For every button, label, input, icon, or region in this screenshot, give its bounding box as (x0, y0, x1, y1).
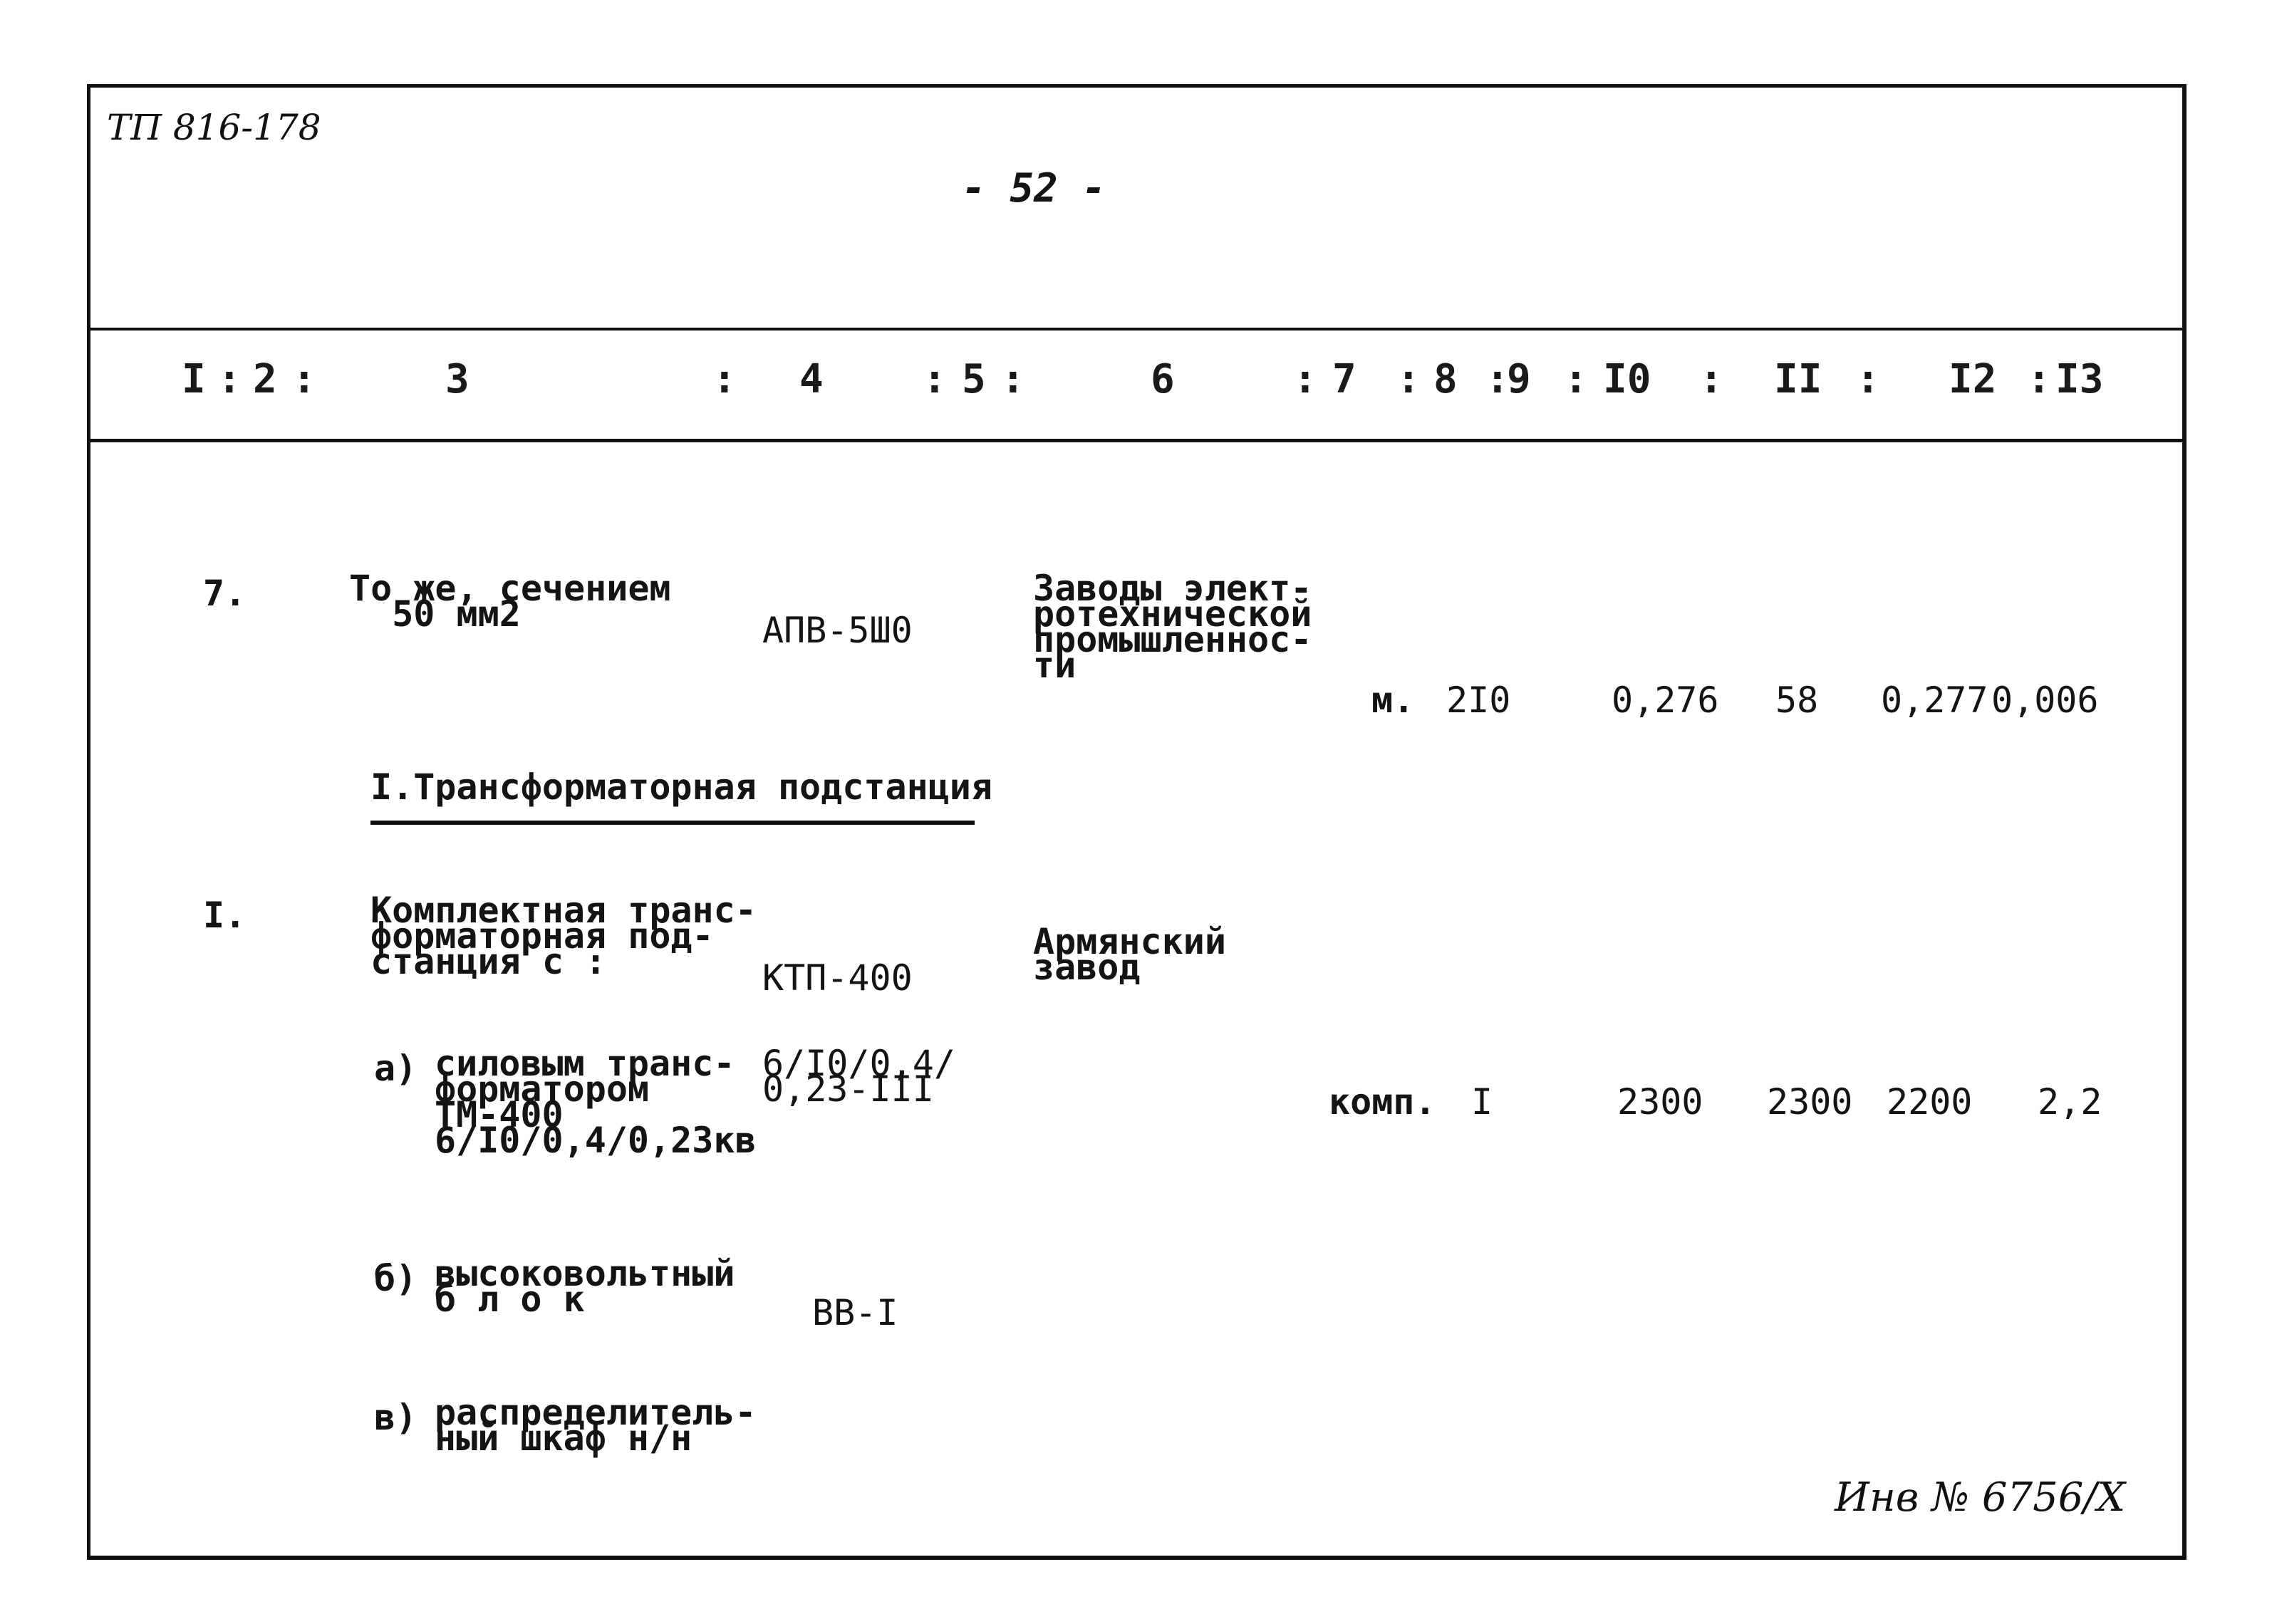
row-type: АПВ-5Ш0 (762, 610, 913, 651)
col-num-10: I0 (1603, 356, 1651, 402)
frame-left (87, 84, 90, 1560)
col-num-4: 4 (799, 356, 824, 402)
section-underline (370, 821, 975, 825)
col-sep: : (1699, 356, 1723, 402)
col-sep: : (1485, 356, 1510, 402)
col-sep: : (1001, 356, 1025, 402)
row-col12: 0,277 (1881, 680, 1988, 721)
subitem-type: 6/I0/0,4/ 0,23-III (762, 1043, 955, 1110)
col-sep: : (1856, 356, 1880, 402)
subitem-col10: 2300 (1617, 1081, 1703, 1123)
item-number: I. (203, 895, 247, 936)
col-num-11: II (1774, 356, 1822, 402)
subitem-name: силовым транс- форматором ТМ-400 6/I0/0,4/0,23кв (435, 1043, 757, 1161)
row-unit: м. (1371, 680, 1415, 721)
subitem-name: высоковольтный б л о к (435, 1253, 735, 1320)
col-num-9: 9 (1507, 356, 1531, 402)
subitem-unit: комп. (1329, 1081, 1436, 1123)
item-type: КТП-400 (762, 957, 913, 999)
item-name: Комплектная транс- форматорная под- станция с : (370, 890, 757, 982)
page-number: - 52 - (962, 165, 1106, 212)
subitem-col12: 2200 (1887, 1081, 1973, 1123)
row-name: То же, сечением 50 мм2 (349, 568, 671, 635)
col-num-1: I (182, 356, 206, 402)
section-title: I.Трансформаторная подстанция (370, 766, 992, 808)
row-number: 7. (203, 573, 247, 614)
frame-bottom (87, 1556, 2186, 1560)
subitem-mark: в) (374, 1397, 417, 1438)
header-divider-top (87, 328, 2186, 330)
row-manufacturer: Заводы элект- ротехнической промышленнос- ти (1033, 568, 1312, 686)
col-sep: : (217, 356, 242, 402)
row-col11: 58 (1775, 680, 1819, 721)
col-num-12: I2 (1949, 356, 1997, 402)
subitem-type: ВВ-I (812, 1292, 898, 1333)
header-divider-bottom (87, 439, 2186, 442)
col-sep: : (292, 356, 316, 402)
col-num-6: 6 (1151, 356, 1175, 402)
doc-code: ТП 816-178 (107, 107, 321, 148)
row-col13: 0,006 (1991, 680, 2099, 721)
col-sep: : (1396, 356, 1421, 402)
col-num-8: 8 (1433, 356, 1458, 402)
frame-right (2182, 84, 2187, 1560)
col-num-7: 7 (1332, 356, 1357, 402)
subitem-mark: а) (374, 1048, 417, 1089)
subitem-col13: 2,2 (2038, 1081, 2102, 1123)
subitem-col11: 2300 (1767, 1081, 1853, 1123)
row-col10: 0,276 (1612, 680, 1719, 721)
col-sep: : (2027, 356, 2051, 402)
subitem-mark: б) (374, 1258, 417, 1299)
col-sep: : (923, 356, 947, 402)
col-num-2: 2 (253, 356, 277, 402)
col-num-3: 3 (445, 356, 470, 402)
subitem-name: распределитель- ный шкаф н/н (435, 1392, 757, 1459)
col-sep: : (1564, 356, 1588, 402)
inventory-number: Инв № 6756/Х (1835, 1474, 2126, 1521)
row-quantity: 2I0 (1446, 680, 1511, 721)
col-num-13: I3 (2055, 356, 2104, 402)
col-sep: : (712, 356, 737, 402)
col-sep: : (1293, 356, 1317, 402)
col-num-5: 5 (962, 356, 986, 402)
subitem-quantity: I (1471, 1081, 1493, 1123)
frame-top (87, 84, 2186, 88)
item-manufacturer: Армянский завод (1033, 921, 1226, 988)
